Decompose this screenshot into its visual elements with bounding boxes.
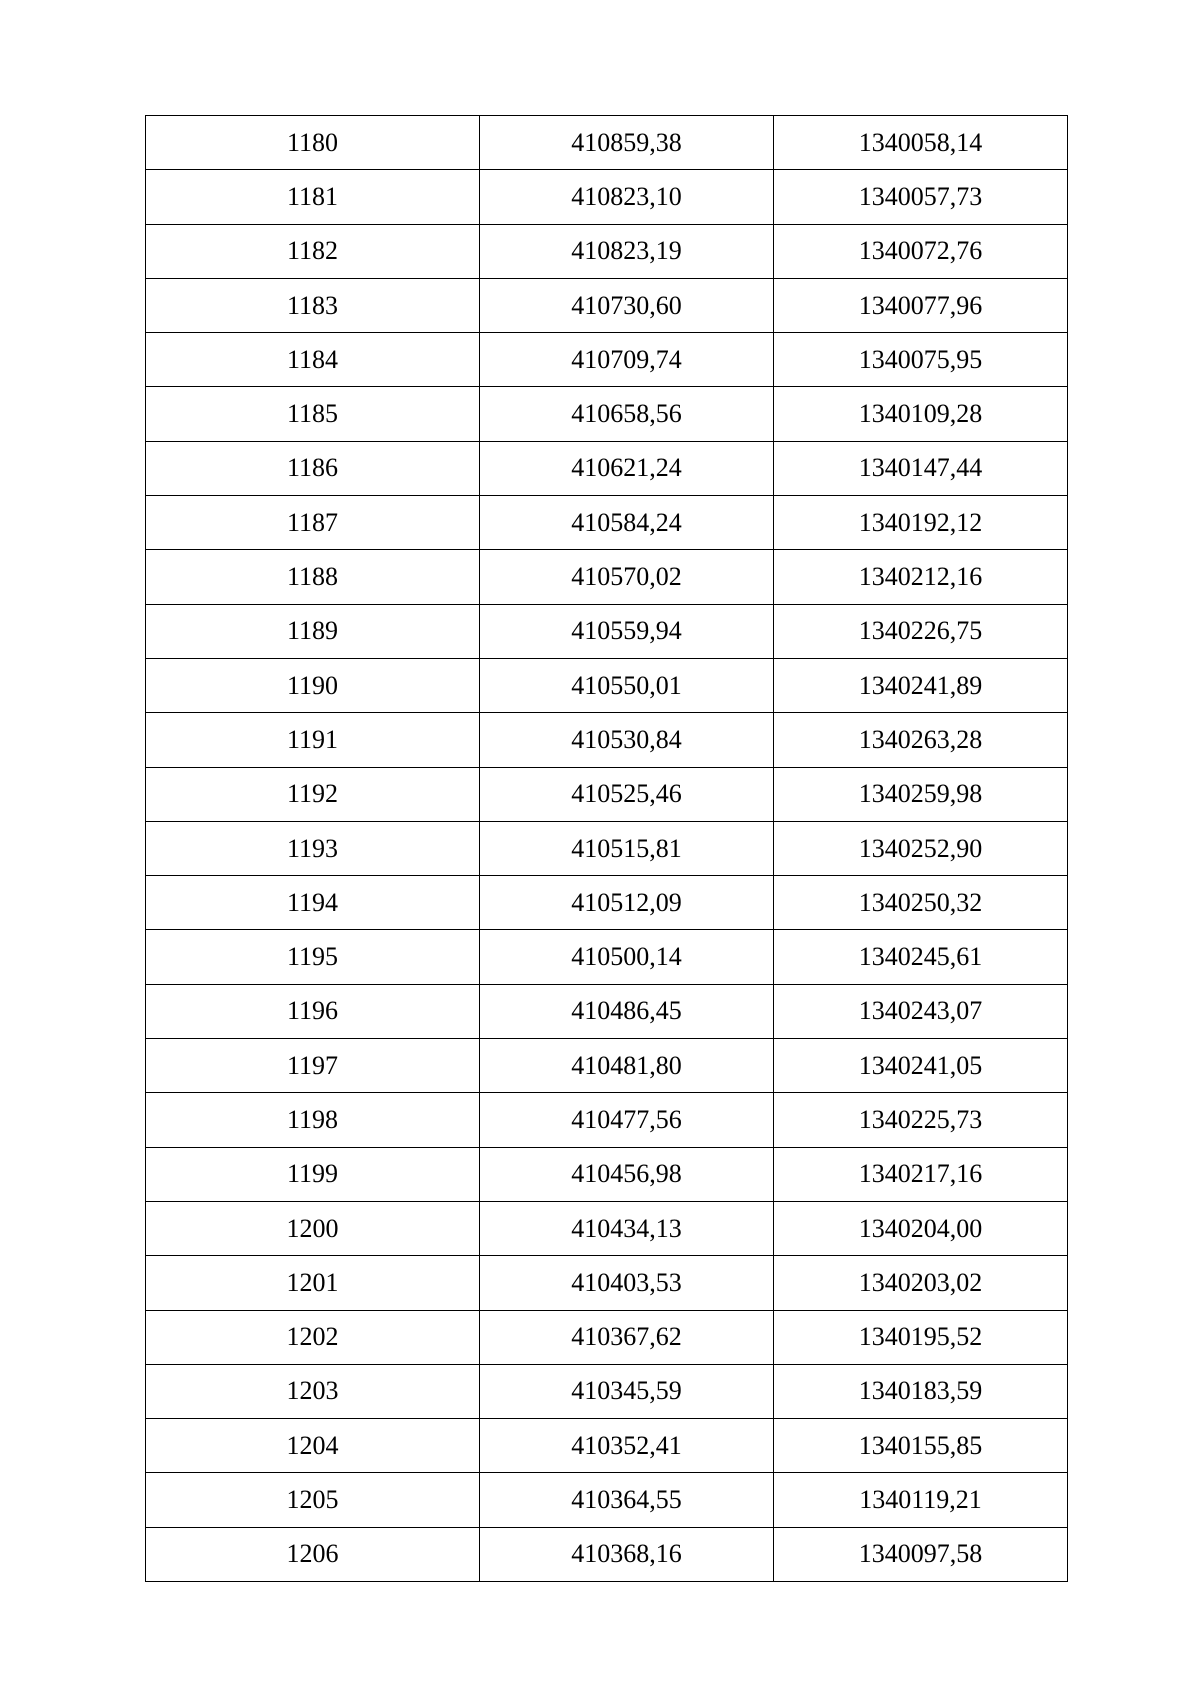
y-coordinate-cell: 1340245,61 [774,930,1068,984]
y-coordinate-cell: 1340259,98 [774,767,1068,821]
point-number-cell: 1205 [146,1473,480,1527]
y-coordinate-cell: 1340217,16 [774,1147,1068,1201]
coordinates-table [145,115,1068,1582]
table-row [146,821,1068,875]
y-coordinate-cell: 1340147,44 [774,441,1068,495]
y-coordinate-cell: 1340212,16 [774,550,1068,604]
x-coordinate-cell: 410859,38 [480,116,774,170]
x-coordinate-cell: 410512,09 [480,876,774,930]
x-coordinate-cell: 410456,98 [480,1147,774,1201]
y-coordinate-cell: 1340241,05 [774,1039,1068,1093]
x-coordinate-cell: 410621,24 [480,441,774,495]
x-coordinate-cell: 410559,94 [480,604,774,658]
y-coordinate-cell: 1340119,21 [774,1473,1068,1527]
x-coordinate-cell: 410530,84 [480,713,774,767]
x-coordinate-cell: 410584,24 [480,496,774,550]
x-coordinate-cell: 410481,80 [480,1039,774,1093]
x-coordinate-cell: 410515,81 [480,821,774,875]
y-coordinate-cell: 1340252,90 [774,821,1068,875]
point-number-cell: 1195 [146,930,480,984]
table-row [146,1473,1068,1527]
point-number-cell: 1201 [146,1256,480,1310]
table-row [146,1093,1068,1147]
x-coordinate-cell: 410823,10 [480,170,774,224]
y-coordinate-cell: 1340058,14 [774,116,1068,170]
point-number-cell: 1191 [146,713,480,767]
table-row [146,387,1068,441]
y-coordinate-cell: 1340195,52 [774,1310,1068,1364]
x-coordinate-cell: 410658,56 [480,387,774,441]
y-coordinate-cell: 1340250,32 [774,876,1068,930]
y-coordinate-cell: 1340204,00 [774,1201,1068,1255]
table-row [146,1147,1068,1201]
table-row [146,658,1068,712]
point-number-cell: 1203 [146,1364,480,1418]
table-row [146,278,1068,332]
table-row [146,1039,1068,1093]
x-coordinate-cell: 410403,53 [480,1256,774,1310]
table-row [146,930,1068,984]
x-coordinate-cell: 410550,01 [480,658,774,712]
x-coordinate-cell: 410525,46 [480,767,774,821]
y-coordinate-cell: 1340263,28 [774,713,1068,767]
table-row [146,496,1068,550]
point-number-cell: 1188 [146,550,480,604]
point-number-cell: 1200 [146,1201,480,1255]
point-number-cell: 1194 [146,876,480,930]
point-number-cell: 1206 [146,1527,480,1581]
point-number-cell: 1181 [146,170,480,224]
x-coordinate-cell: 410364,55 [480,1473,774,1527]
y-coordinate-cell: 1340203,02 [774,1256,1068,1310]
x-coordinate-cell: 410434,13 [480,1201,774,1255]
x-coordinate-cell: 410486,45 [480,984,774,1038]
table-row [146,1364,1068,1418]
point-number-cell: 1190 [146,658,480,712]
point-number-cell: 1189 [146,604,480,658]
y-coordinate-cell: 1340241,89 [774,658,1068,712]
table-row [146,224,1068,278]
table-row [146,1527,1068,1581]
table-row [146,604,1068,658]
point-number-cell: 1197 [146,1039,480,1093]
table-row [146,713,1068,767]
y-coordinate-cell: 1340097,58 [774,1527,1068,1581]
x-coordinate-cell: 410730,60 [480,278,774,332]
x-coordinate-cell: 410477,56 [480,1093,774,1147]
y-coordinate-cell: 1340077,96 [774,278,1068,332]
point-number-cell: 1182 [146,224,480,278]
x-coordinate-cell: 410368,16 [480,1527,774,1581]
table-row [146,767,1068,821]
point-number-cell: 1204 [146,1419,480,1473]
point-number-cell: 1180 [146,116,480,170]
table-row [146,1201,1068,1255]
point-number-cell: 1199 [146,1147,480,1201]
y-coordinate-cell: 1340057,73 [774,170,1068,224]
table-row [146,876,1068,930]
table-row [146,1419,1068,1473]
table-row [146,333,1068,387]
point-number-cell: 1196 [146,984,480,1038]
table-row [146,116,1068,170]
x-coordinate-cell: 410570,02 [480,550,774,604]
x-coordinate-cell: 410367,62 [480,1310,774,1364]
y-coordinate-cell: 1340155,85 [774,1419,1068,1473]
y-coordinate-cell: 1340109,28 [774,387,1068,441]
table-row [146,550,1068,604]
coordinates-table-body [146,116,1068,1582]
y-coordinate-cell: 1340225,73 [774,1093,1068,1147]
point-number-cell: 1187 [146,496,480,550]
point-number-cell: 1184 [146,333,480,387]
point-number-cell: 1186 [146,441,480,495]
point-number-cell: 1192 [146,767,480,821]
y-coordinate-cell: 1340243,07 [774,984,1068,1038]
x-coordinate-cell: 410709,74 [480,333,774,387]
y-coordinate-cell: 1340075,95 [774,333,1068,387]
x-coordinate-cell: 410352,41 [480,1419,774,1473]
x-coordinate-cell: 410823,19 [480,224,774,278]
point-number-cell: 1198 [146,1093,480,1147]
table-row [146,984,1068,1038]
table-row [146,1256,1068,1310]
y-coordinate-cell: 1340192,12 [774,496,1068,550]
x-coordinate-cell: 410500,14 [480,930,774,984]
table-row [146,1310,1068,1364]
y-coordinate-cell: 1340072,76 [774,224,1068,278]
point-number-cell: 1183 [146,278,480,332]
y-coordinate-cell: 1340183,59 [774,1364,1068,1418]
x-coordinate-cell: 410345,59 [480,1364,774,1418]
point-number-cell: 1193 [146,821,480,875]
table-row [146,441,1068,495]
point-number-cell: 1202 [146,1310,480,1364]
y-coordinate-cell: 1340226,75 [774,604,1068,658]
table-row [146,170,1068,224]
point-number-cell: 1185 [146,387,480,441]
